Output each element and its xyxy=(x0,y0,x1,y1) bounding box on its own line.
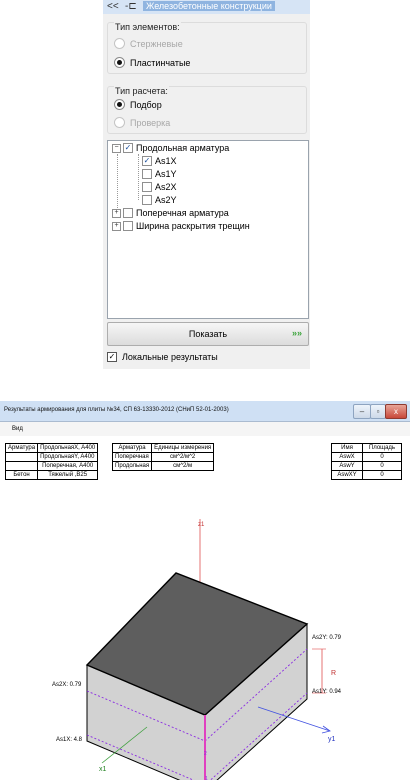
checkbox-local-results[interactable]: ✓ xyxy=(108,352,116,361)
as2x-label: As2X: 0.79 xyxy=(52,682,82,688)
checkbox-longitudinal[interactable]: ✓ xyxy=(124,143,132,152)
tree-item-label: Продольная арматура xyxy=(136,143,230,153)
show-button-label: Показать xyxy=(188,329,228,339)
close-button[interactable]: x xyxy=(385,404,407,419)
radio-selection-indicator[interactable] xyxy=(114,99,125,110)
table-cell: Тяжелый ,B25 xyxy=(38,471,98,480)
back-button[interactable]: << xyxy=(107,1,119,12)
checkbox-as2x[interactable] xyxy=(142,182,152,192)
menu-bar xyxy=(0,422,410,436)
tree-item-as2x[interactable] xyxy=(142,182,177,192)
tree-line xyxy=(138,154,139,200)
result-tree xyxy=(107,140,309,319)
collapse-icon[interactable]: − xyxy=(112,144,121,153)
table-cell: Продольная xyxy=(113,462,152,471)
double-arrow-icon: »» xyxy=(291,328,302,338)
as1x-label: As1X: 4.8 xyxy=(56,737,83,743)
reinforcement-panel xyxy=(103,0,310,369)
tree-item-crack-width[interactable] xyxy=(112,221,250,231)
local-results-row[interactable] xyxy=(107,352,218,362)
show-button[interactable] xyxy=(107,322,309,346)
table-cell: Арматура xyxy=(6,444,38,453)
table-header-cell: Единицы измерения xyxy=(152,444,214,453)
radio-plate[interactable] xyxy=(114,57,190,68)
as1y-label: As1Y: 0.94 xyxy=(312,689,342,695)
table-cell: Поперечная xyxy=(113,453,152,462)
radio-check-indicator[interactable] xyxy=(114,117,125,128)
tree-item-as1y[interactable] xyxy=(142,169,177,179)
tree-item-label: Поперечная арматура xyxy=(136,208,229,218)
radio-selection-label: Подбор xyxy=(130,99,162,110)
tree-item-label: As1Y xyxy=(155,169,177,179)
table-cell: AswX xyxy=(332,453,363,462)
checkbox-transverse[interactable] xyxy=(123,208,133,218)
radio-plate-label: Пластинчатые xyxy=(130,57,191,68)
point-1-label: 1 xyxy=(205,776,208,780)
expand-icon[interactable]: + xyxy=(112,222,121,231)
results-canvas xyxy=(0,437,410,780)
element-type-group xyxy=(107,22,307,74)
expand-icon[interactable]: + xyxy=(112,209,121,218)
window-titlebar xyxy=(0,401,410,422)
radio-plate-indicator[interactable] xyxy=(114,57,125,68)
radio-check-label: Проверка xyxy=(130,117,171,128)
axis-z-label: z1 xyxy=(198,522,205,528)
window-title: Результаты армирования для плиты №34, СП 63-13330-2012 (СНиП 52-01-2003) xyxy=(4,407,229,413)
calc-type-group xyxy=(107,86,307,134)
local-results-label: Локальные результаты xyxy=(122,352,218,362)
table-header-cell: Имя xyxy=(332,444,363,453)
element-type-title: Тип элементов: xyxy=(115,22,180,32)
panel-header xyxy=(103,0,310,14)
radio-rod[interactable] xyxy=(114,38,183,49)
radio-rod-indicator[interactable] xyxy=(114,38,125,49)
radio-selection[interactable] xyxy=(114,99,162,110)
table-header-cell: Площадь xyxy=(363,444,402,453)
menu-view[interactable]: Вид xyxy=(12,426,23,432)
table-cell: AswXY xyxy=(332,471,363,480)
table-cell: 0 xyxy=(363,462,402,471)
maximize-button[interactable]: ▫ xyxy=(370,404,386,419)
table-cell: см^2/м^2 xyxy=(152,453,214,462)
table-cell: Поперечная, A400 xyxy=(38,462,98,471)
as2y-label: As2Y: 0.79 xyxy=(312,635,342,641)
table-cell: Бетон xyxy=(6,471,38,480)
pin-button[interactable]: -⊏ xyxy=(125,1,137,12)
minimize-button[interactable]: – xyxy=(353,404,371,419)
table-cell: 0 xyxy=(363,471,402,480)
table-cell: AswY xyxy=(332,462,363,471)
results-window xyxy=(0,401,410,780)
checkbox-as1x[interactable]: ✓ xyxy=(143,156,151,165)
table-cell: 0 xyxy=(363,453,402,462)
tree-line xyxy=(117,154,118,214)
table-cell: см^2/м xyxy=(152,462,214,471)
radio-check[interactable] xyxy=(114,117,170,128)
tree-item-label: As2Y xyxy=(155,195,177,205)
table-cell: ПродольнаяY, A400 xyxy=(38,453,98,462)
point-2-label: 2 xyxy=(204,751,207,757)
tree-item-as2y[interactable] xyxy=(142,195,177,205)
tree-item-label: As1X xyxy=(155,156,177,166)
tree-item-transverse[interactable] xyxy=(112,208,229,218)
table-header-cell: Арматура xyxy=(113,444,152,453)
tree-item-as1x[interactable] xyxy=(142,156,177,166)
tree-item-label: As2X xyxy=(155,182,177,192)
tree-item-longitudinal[interactable] xyxy=(112,143,229,153)
r-label: R xyxy=(331,670,337,677)
tree-item-label: Ширина раскрытия трещин xyxy=(136,221,250,231)
axis-x-label: x1 xyxy=(99,766,107,773)
calc-type-title: Тип расчета: xyxy=(115,86,168,96)
axis-y-label: y1 xyxy=(328,736,336,743)
panel-title: Железобетонные конструкции xyxy=(143,1,275,11)
slab-diagram xyxy=(0,437,410,780)
table-cell: ПродольнаяX, A400 xyxy=(38,444,98,453)
checkbox-as1y[interactable] xyxy=(142,169,152,179)
checkbox-crack-width[interactable] xyxy=(123,221,133,231)
radio-rod-label: Стержневые xyxy=(130,38,183,49)
checkbox-as2y[interactable] xyxy=(142,195,152,205)
